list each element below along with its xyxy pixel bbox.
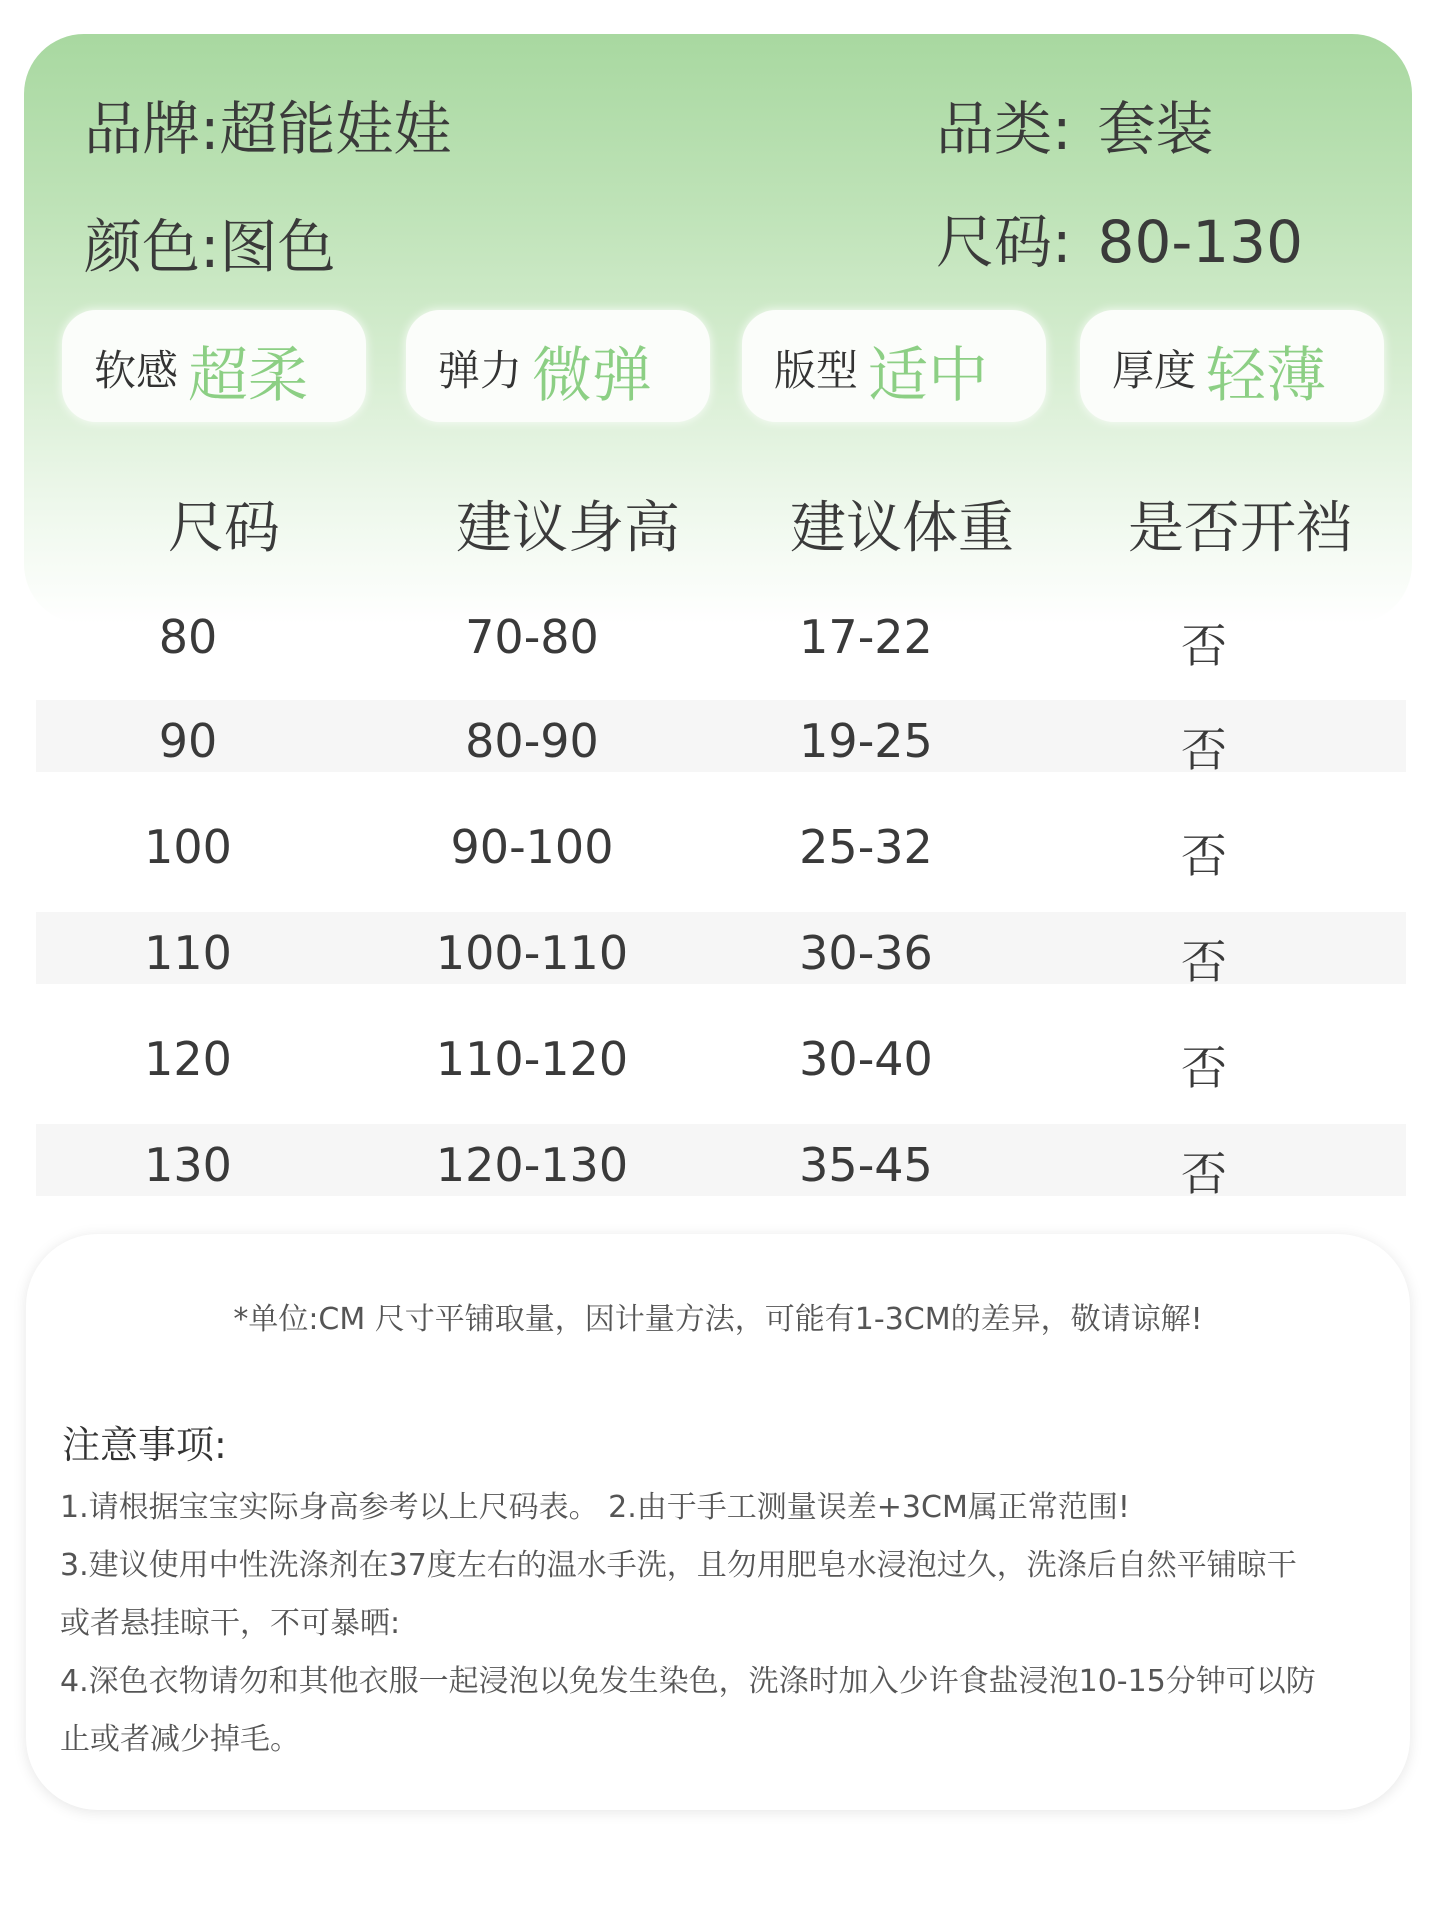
color-label: 颜色: bbox=[84, 213, 220, 281]
category-value: 套装 bbox=[1097, 95, 1214, 163]
header-size: 尺码 bbox=[168, 496, 280, 561]
color-info bbox=[84, 200, 336, 284]
table-row bbox=[36, 1124, 1406, 1201]
cell-weight: 25-32 bbox=[799, 820, 933, 874]
cell-height: 100-110 bbox=[435, 926, 629, 980]
cell-height: 110-120 bbox=[435, 1032, 629, 1086]
notes-line: 4.深色衣物请勿和其他衣服一起浸泡以免发生染色，洗涤时加入少许食盐浸泡10-15分钟可以防 bbox=[60, 1664, 1316, 1699]
feature-value: 超柔 bbox=[188, 341, 308, 411]
cell-weight: 17-22 bbox=[799, 610, 933, 664]
feature-label: 厚度 bbox=[1112, 346, 1197, 395]
cell-size: 80 bbox=[158, 610, 218, 664]
size-label: 尺码: bbox=[936, 208, 1072, 276]
notes-line: 止或者减少掉毛。 bbox=[60, 1722, 300, 1757]
feature-softness bbox=[62, 310, 366, 422]
cell-open-crotch: 否 bbox=[1181, 723, 1227, 777]
cell-height: 90-100 bbox=[450, 820, 614, 874]
cell-height: 120-130 bbox=[435, 1138, 629, 1192]
cell-size: 120 bbox=[144, 1032, 232, 1086]
feature-label: 版型 bbox=[774, 346, 859, 395]
cell-open-crotch: 否 bbox=[1181, 619, 1227, 673]
feature-value: 微弹 bbox=[532, 341, 652, 411]
brand-label: 品牌: bbox=[84, 95, 220, 163]
cell-weight: 19-25 bbox=[799, 714, 933, 768]
category-label: 品类: bbox=[936, 95, 1072, 163]
cell-open-crotch: 否 bbox=[1181, 829, 1227, 883]
header-open-crotch: 是否开裆 bbox=[1128, 496, 1352, 561]
table-row bbox=[36, 700, 1406, 777]
cell-open-crotch: 否 bbox=[1181, 1041, 1227, 1095]
cell-size: 130 bbox=[144, 1138, 232, 1192]
cell-size: 100 bbox=[144, 820, 232, 874]
feature-value: 适中 bbox=[868, 341, 988, 411]
table-row bbox=[36, 596, 1406, 673]
brand-value: 超能娃娃 bbox=[219, 95, 452, 163]
feature-elasticity bbox=[406, 310, 710, 422]
header-weight: 建议体重 bbox=[790, 496, 1014, 561]
feature-fit bbox=[742, 310, 1046, 422]
feature-label: 弹力 bbox=[438, 346, 523, 395]
size-info bbox=[936, 195, 1303, 279]
cell-height: 80-90 bbox=[465, 714, 599, 768]
cell-weight: 35-45 bbox=[799, 1138, 933, 1192]
unit-note: *单位:CM 尺寸平铺取量，因计量方法，可能有1-3CM的差异，敬请谅解! bbox=[233, 1302, 1203, 1337]
cell-height: 70-80 bbox=[465, 610, 599, 664]
feature-value: 轻薄 bbox=[1206, 341, 1326, 411]
color-value: 图色 bbox=[219, 213, 336, 281]
notes-card bbox=[26, 1234, 1410, 1810]
cell-size: 110 bbox=[144, 926, 232, 980]
category-info bbox=[936, 82, 1214, 166]
feature-thickness bbox=[1080, 310, 1384, 422]
size-table-header bbox=[0, 484, 1440, 564]
cell-size: 90 bbox=[158, 714, 218, 768]
feature-label: 软感 bbox=[94, 346, 179, 395]
size-value: 80-130 bbox=[1097, 208, 1303, 276]
notes-line: 3.建议使用中性洗涤剂在37度左右的温水手洗，且勿用肥皂水浸泡过久，洗涤后自然平铺晾干 bbox=[60, 1548, 1297, 1583]
cell-weight: 30-40 bbox=[799, 1032, 933, 1086]
brand-info bbox=[84, 82, 452, 166]
notes-line: 或者悬挂晾干，不可暴晒: bbox=[60, 1606, 401, 1641]
cell-open-crotch: 否 bbox=[1181, 935, 1227, 989]
notes-title: 注意事项: bbox=[62, 1423, 227, 1467]
cell-open-crotch: 否 bbox=[1181, 1147, 1227, 1201]
table-row bbox=[36, 1018, 1406, 1095]
table-row bbox=[36, 806, 1406, 883]
header-height: 建议身高 bbox=[456, 496, 680, 561]
notes-line: 1.请根据宝宝实际身高参考以上尺码表。 2.由于手工测量误差+3CM属正常范围! bbox=[60, 1490, 1130, 1525]
table-row bbox=[36, 912, 1406, 989]
cell-weight: 30-36 bbox=[799, 926, 933, 980]
